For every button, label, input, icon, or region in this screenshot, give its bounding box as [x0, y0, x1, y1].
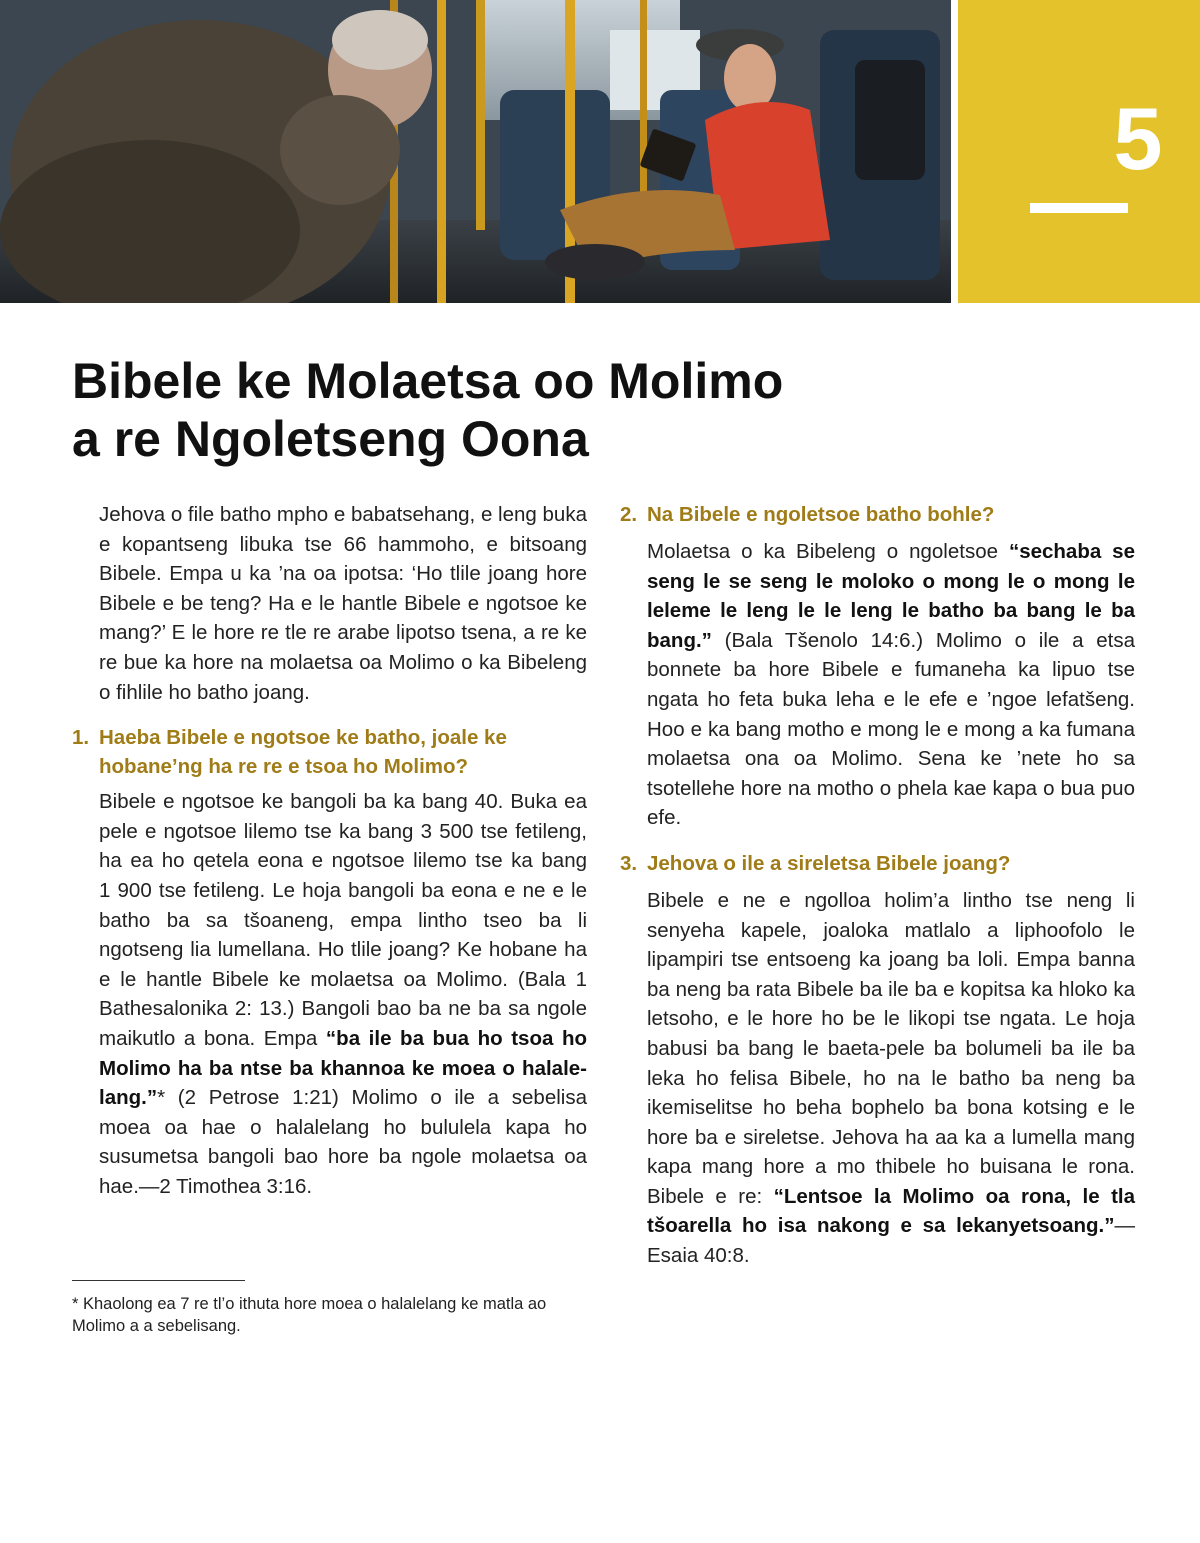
answer-1-text-a: Bibele e ngotsoe ke bangoli ba ka bang 40. Buka ea pele e ngotsoe lilemo tse ka bang 3 500 tse fetileng, ha ea ho qetela eona e ngotsoe lilemo tse ka bang 1 900 tse fetileng. Le hoja bangoli ba eona e ne e le batho ba sa tšoaneng, empa lintho tseo ba li ngotseng lia lumellana. Ho tlile joang? Ke hobane ha e le hantle Bibele ke molaetsa oa Molimo. (Bala 1 Bathesalonika 2: 13.) Bangoli bao ba ne ba sa ngole maikutlo a bona. Empa — [99, 790, 587, 1050]
question-1 — [72, 723, 587, 781]
answer-1-text-b: * (2 Petrose 1:21) Molimo o ile a sebelisa moea oa hae o halalelang ho bululela kapa ho susumetsa bangoli bao hore ba ngole molaetsa oa hae.—2 Timothea 3:16. — [99, 1086, 587, 1198]
question-3-text: Jehova o ile a sireletsa Bibele joang? — [647, 851, 1011, 875]
intro-paragraph: Jehova o file batho mpho e babatsehang, e leng buka e kopantseng libuka tse 66 hammoho, e bitsoang Bibele. Empa u ka ’na oa ipotsa: ‘Ho tlile joang hore Bibele e be teng? Ha e le hantle Bibele e ngotsoe ke mang?’ E le hore re tle re arabe lipotso tsena, a re ke re bue ka hore na molaetsa oa Molimo o ka Bibeleng o fihlile ho batho joang. — [99, 503, 587, 704]
footnote: * Khaolong ea 7 re tl’o ithuta hore moea o halalelang ke matla ao Molimo a a sebelisang. — [72, 1295, 547, 1335]
answer-3-text-a: Bibele e ne e ngolloa holim’a lintho tse neng li senyeha kapele, joaloka matlalo a liphoofolo le lipampiri tse entsoeng ka joang ba loli. Empa banna ba neng ba rata Bibele ba ile ba e kopitsa ka hloko ka letsoho, e le hore ho be le likopi tse ngata. Le hoja babusi ba bang le baeta-pele ba bolumeli ba ile ba leka ho felisa Bibele, ho na le batho ba neng ba ikemiselitse ho beha bophelo ba bona kotsing e le hore ba e sireletse. Jehova ha aa ka a lumella mang kapa mang hore a mo thibele ho buisana le rona. Bibele e re: — [647, 888, 1135, 1208]
left-column — [72, 500, 587, 1201]
answer-3-quote: “Lentsoe la Molimo oa rona, le tla tšoarella ho isa nakong e sa lekanyetsoang.” — [647, 1184, 1135, 1238]
answer-3-text-b: —Esaia 40:8. — [647, 1214, 1135, 1268]
question-2-number: 2. — [620, 503, 638, 526]
question-1-number: 1. — [72, 726, 90, 750]
page-title-line-1: Bibele ke Molaetsa oo Molimo — [72, 353, 784, 409]
question-1-text: Haeba Bibele e ngotsoe ke batho, joale ke hobane’ng ha re re e tsoa ho Molimo? — [99, 726, 507, 779]
answer-2-text-b: (Bala Tšenolo 14:6.) Molimo o ile a etsa bonnete ba hore Bibele e fumaneha ka lipuo tse ngata ho feta buka leha e le efe e ’ngoe lefatšeng. Hoo e ka bang motho e mong le e mong a ka fumana molaetsa ona oa Molimo. Sena ke ’nete ho sa tsotellehe hore na motho o phela kae kapa o bua puo efe. — [647, 628, 1135, 830]
question-3 — [620, 849, 1135, 878]
lesson-badge — [958, 0, 1200, 303]
answer-2-text-a: Molaetsa o ka Bibeleng o ngoletsoe — [647, 540, 1009, 563]
page-title — [72, 352, 972, 468]
lesson-number: 5 — [1113, 89, 1163, 188]
question-2 — [620, 500, 1135, 529]
answer-1-quote: “ba ile ba bua ho tsoa ho Molimo ha ba ntse ba khannoa ke moea o halalelang.” — [99, 1026, 587, 1110]
photo-icon — [0, 0, 951, 303]
answer-3-paragraph — [620, 886, 1135, 1271]
lesson-number-underline — [1030, 203, 1128, 213]
question-3-number: 3. — [620, 851, 638, 875]
answer-1-paragraph — [72, 787, 587, 1201]
answer-2-paragraph — [620, 537, 1135, 833]
hero-photo — [0, 0, 951, 303]
page-title-line-2: a re Ngoletseng Oona — [72, 411, 589, 467]
right-column — [620, 500, 1135, 1271]
question-2-text: Na Bibele e ngoletsoe batho bohle? — [647, 503, 995, 526]
answer-2-quote: “sechaba se seng le se seng le moloko o mong le o mong le leleme le leng le le leng le batho ba bang le ba bang.” — [647, 540, 1135, 652]
footnote-divider — [72, 1280, 245, 1281]
